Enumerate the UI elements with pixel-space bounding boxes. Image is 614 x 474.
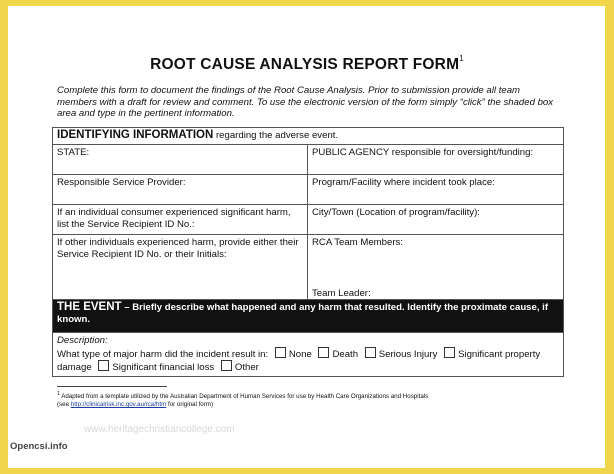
city-field[interactable] (308, 205, 564, 235)
checkbox-serious-injury[interactable] (365, 347, 376, 358)
provider-field[interactable] (53, 175, 308, 205)
option-none-label: None (288, 348, 312, 360)
description-field[interactable] (53, 333, 564, 377)
event-header (53, 300, 564, 333)
option-property-damage-label: Significant property damage (57, 348, 541, 373)
state-label: STATE: (57, 147, 90, 158)
rca-team-label: RCA Team Members: (312, 237, 403, 248)
description-label: Description: (57, 335, 108, 346)
others-harm-label: If other individuals experienced harm, provide either their Service Recipient ID No. or their Initials: (57, 237, 299, 260)
event-heading-rest: – Briefly describe what happened and any harm that resulted. Identify the proximate cause, if known. (57, 302, 549, 325)
intro-text: Complete this form to document the findings of the Root Cause Analysis. Prior to submission provide all team members with a draft for review and comment. To use the electronic version of the form simply “click” the shaded box area and type in the pertinent information. (57, 85, 554, 120)
program-label: Program/Facility where incident took place: (312, 177, 495, 188)
harm-question: What type of major harm did the incident result in: (57, 348, 269, 360)
consumer-harm-field[interactable] (53, 205, 308, 235)
team-leader-label: Team Leader: (312, 287, 371, 299)
checkbox-death[interactable] (318, 347, 329, 358)
page-title (0, 56, 614, 74)
state-field[interactable] (53, 145, 308, 175)
event-heading: THE EVENT (57, 301, 122, 313)
title-text: ROOT CAUSE ANALYSIS REPORT FORM (150, 56, 460, 73)
identifying-header (53, 128, 564, 145)
watermark-text: www.heritagechristiancollege.com (84, 424, 235, 435)
option-death-label: Death (332, 348, 359, 360)
footnote-divider (57, 386, 167, 387)
harm-question-row (57, 347, 559, 374)
footnote-see: (see (57, 401, 71, 409)
city-label: City/Town (Location of program/facility): (312, 207, 480, 218)
footnote-mark: 1 (57, 391, 60, 397)
footnote-line1: Adapted from a template utilized by the Australian Department of Human Services for use by Health Care Organizations and Hospitals (61, 393, 429, 401)
program-field[interactable] (308, 175, 564, 205)
public-agency-label: PUBLIC AGENCY responsible for oversight/funding: (312, 147, 534, 158)
checkbox-other[interactable] (221, 360, 232, 371)
identifying-heading-rest: regarding the adverse event. (213, 130, 339, 141)
checkbox-financial-loss[interactable] (98, 360, 109, 371)
option-serious-injury-label: Serious Injury (378, 348, 438, 360)
footnote-link[interactable]: http://clinicalrisk.inc.gov.au/rca/htm (70, 401, 167, 409)
checkbox-property-damage[interactable] (444, 347, 455, 358)
consumer-harm-label: If an individual consumer experienced significant harm, list the Service Recipient ID No.: (57, 207, 291, 230)
report-form-table (52, 127, 564, 377)
public-agency-field[interactable] (308, 145, 564, 175)
site-label: Opencsi.info (10, 441, 68, 452)
option-other-label: Other (234, 362, 259, 373)
title-footnote-mark: 1 (459, 54, 464, 63)
rca-team-field[interactable] (308, 235, 564, 300)
option-financial-loss-label: Significant financial loss (112, 362, 215, 373)
footnote-after: for original form) (166, 401, 214, 409)
provider-label: Responsible Service Provider: (57, 177, 186, 188)
footnote (57, 390, 507, 409)
identifying-heading: IDENTIFYING INFORMATION (57, 129, 214, 141)
others-harm-field[interactable] (53, 235, 308, 300)
checkbox-none[interactable] (275, 347, 286, 358)
